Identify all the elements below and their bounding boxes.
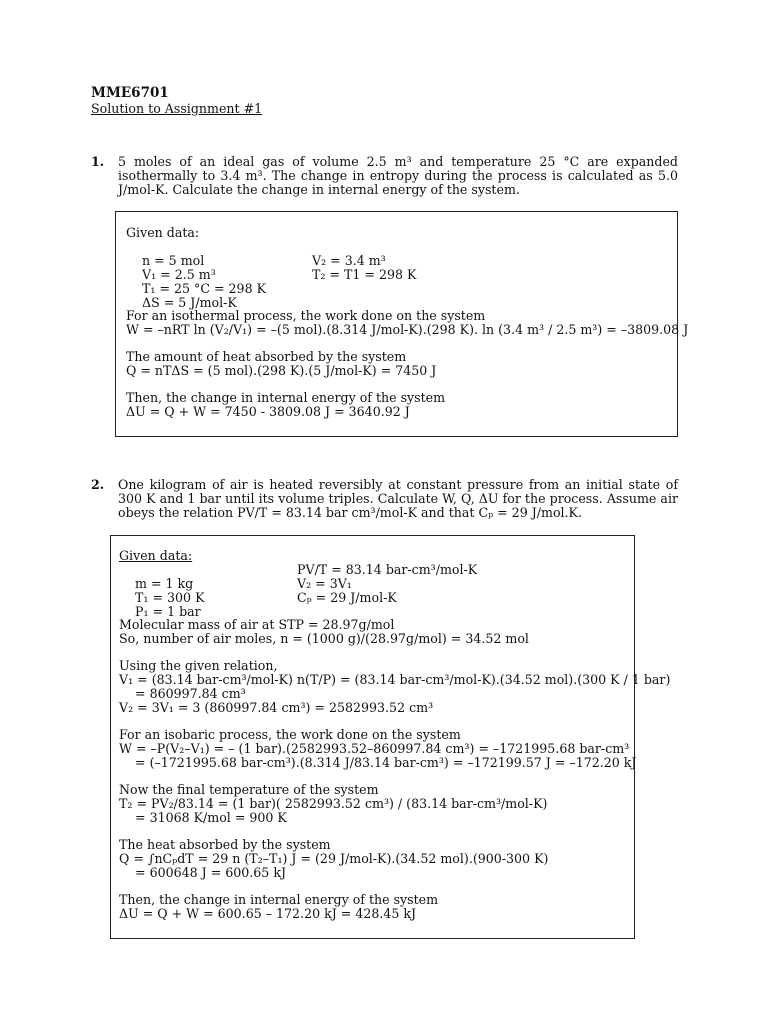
solution-line: The amount of heat absorbed by the system — [126, 349, 407, 364]
given-row: V₁ = 2.5 m³ V₂ = 3.4 m³ — [142, 253, 386, 282]
equation-work: W = –nRT ln (V₂/V₁) = –(5 mol).(8.314 J/mol-K).(298 K). ln (3.4 m³ / 2.5 m³) = –3809.08 J — [126, 322, 689, 337]
solution-line: Molecular mass of air at STP = 28.97g/mol — [119, 617, 395, 632]
given-row: T₁ = 25 °C = 298 K T₂ = T1 = 298 K — [142, 267, 417, 296]
equation-v1: V₁ = (83.14 bar-cm³/mol-K) n(T/P) = (83.14 bar-cm³/mol-K).(34.52 mol).(300 K / 1 bar) — [119, 672, 671, 687]
equation-internal-energy: ΔU = Q + W = 7450 - 3809.08 J = 3640.92 J — [126, 404, 410, 419]
given-heading: Given data: — [119, 548, 193, 563]
given-heading: Given data: — [126, 225, 200, 240]
equation-heat: Q = ∫nCₚdT = 29 n (T₂–T₁) J = (29 J/mol-K).(34.52 mol).(900-300 K) — [119, 851, 549, 866]
solution-line: For an isothermal process, the work done on the system — [126, 308, 486, 323]
equation-heat-result: = 600648 J = 600.65 kJ — [119, 865, 287, 880]
problem-statement: One kilogram of air is heated reversibly at constant pressure from an initial state of 300 K and 1 bar until its volume triples. Calculate W, Q, ΔU for the process. Assume air obeys the relation PV/T = 83.14 bar cm³/mol-K and that Cₚ = 29 J/mol.K. — [118, 477, 678, 520]
problem-statement: 5 moles of an ideal gas of volume 2.5 m³ and temperature 25 °C are expanded isothermally to 3.4 m³. The change in entropy during the process is calculated as 5.0 J/mol-K. Calculate the change in internal energy of the system. — [118, 154, 678, 197]
given-row: m = 1 kg PV/T = 83.14 bar-cm³/mol-K — [135, 562, 478, 591]
equation-t2-result: = 31068 K/mol = 900 K — [119, 810, 287, 825]
given-row: n = 5 mol — [142, 253, 205, 268]
equation-v2: V₂ = 3V₁ = 3 (860997.84 cm³) = 2582993.52 cm³ — [119, 700, 434, 715]
given-row: P₁ = 1 bar Cₚ = 29 J/mol-K — [135, 590, 397, 619]
equation-heat: Q = nTΔS = (5 mol).(298 K).(5 J/mol-K) = 7450 J — [126, 363, 437, 378]
solution-line: Then, the change in internal energy of the system — [119, 892, 439, 907]
document-header — [91, 86, 262, 116]
solution-box-2 — [110, 535, 671, 939]
problem-2 — [91, 478, 678, 520]
solution-line: Now the final temperature of the system — [119, 782, 379, 797]
equation-work-result: = (–1721995.68 bar-cm³).(8.314 J/83.14 bar-cm³) = –172199.57 J = –172.20 kJ — [119, 755, 637, 770]
equation-t2: T₂ = PV₂/83.14 = (1 bar)( 2582993.52 cm³) / (83.14 bar-cm³/mol-K) — [119, 796, 548, 811]
solution-line: For an isobaric process, the work done on the system — [119, 727, 461, 742]
solution-line: The heat absorbed by the system — [119, 837, 331, 852]
given-row: T₁ = 300 K V₂ = 3V₁ — [135, 576, 352, 605]
equation-v1-result: = 860997.84 cm³ — [119, 686, 246, 701]
solution-line: Using the given relation, — [119, 658, 278, 673]
problem-1 — [91, 155, 678, 197]
solution-line: So, number of air moles, n = (1000 g)/(28.97g/mol) = 34.52 mol — [119, 631, 529, 646]
course-code: MME6701 — [91, 85, 169, 101]
solution-line: Then, the change in internal energy of the system — [126, 390, 446, 405]
solution-box-1 — [115, 211, 689, 437]
equation-internal-energy: ΔU = Q + W = 600.65 – 172.20 kJ = 428.45 kJ — [119, 906, 417, 921]
document-subtitle: Solution to Assignment #1 — [91, 101, 263, 116]
problem-number: 2. — [91, 477, 105, 492]
problem-number: 1. — [91, 154, 105, 169]
equation-work: W = –P(V₂–V₁) = – (1 bar).(2582993.52–860997.84 cm³) = –1721995.68 bar-cm³ — [119, 741, 630, 756]
given-row: ΔS = 5 J/mol-K — [142, 295, 237, 310]
